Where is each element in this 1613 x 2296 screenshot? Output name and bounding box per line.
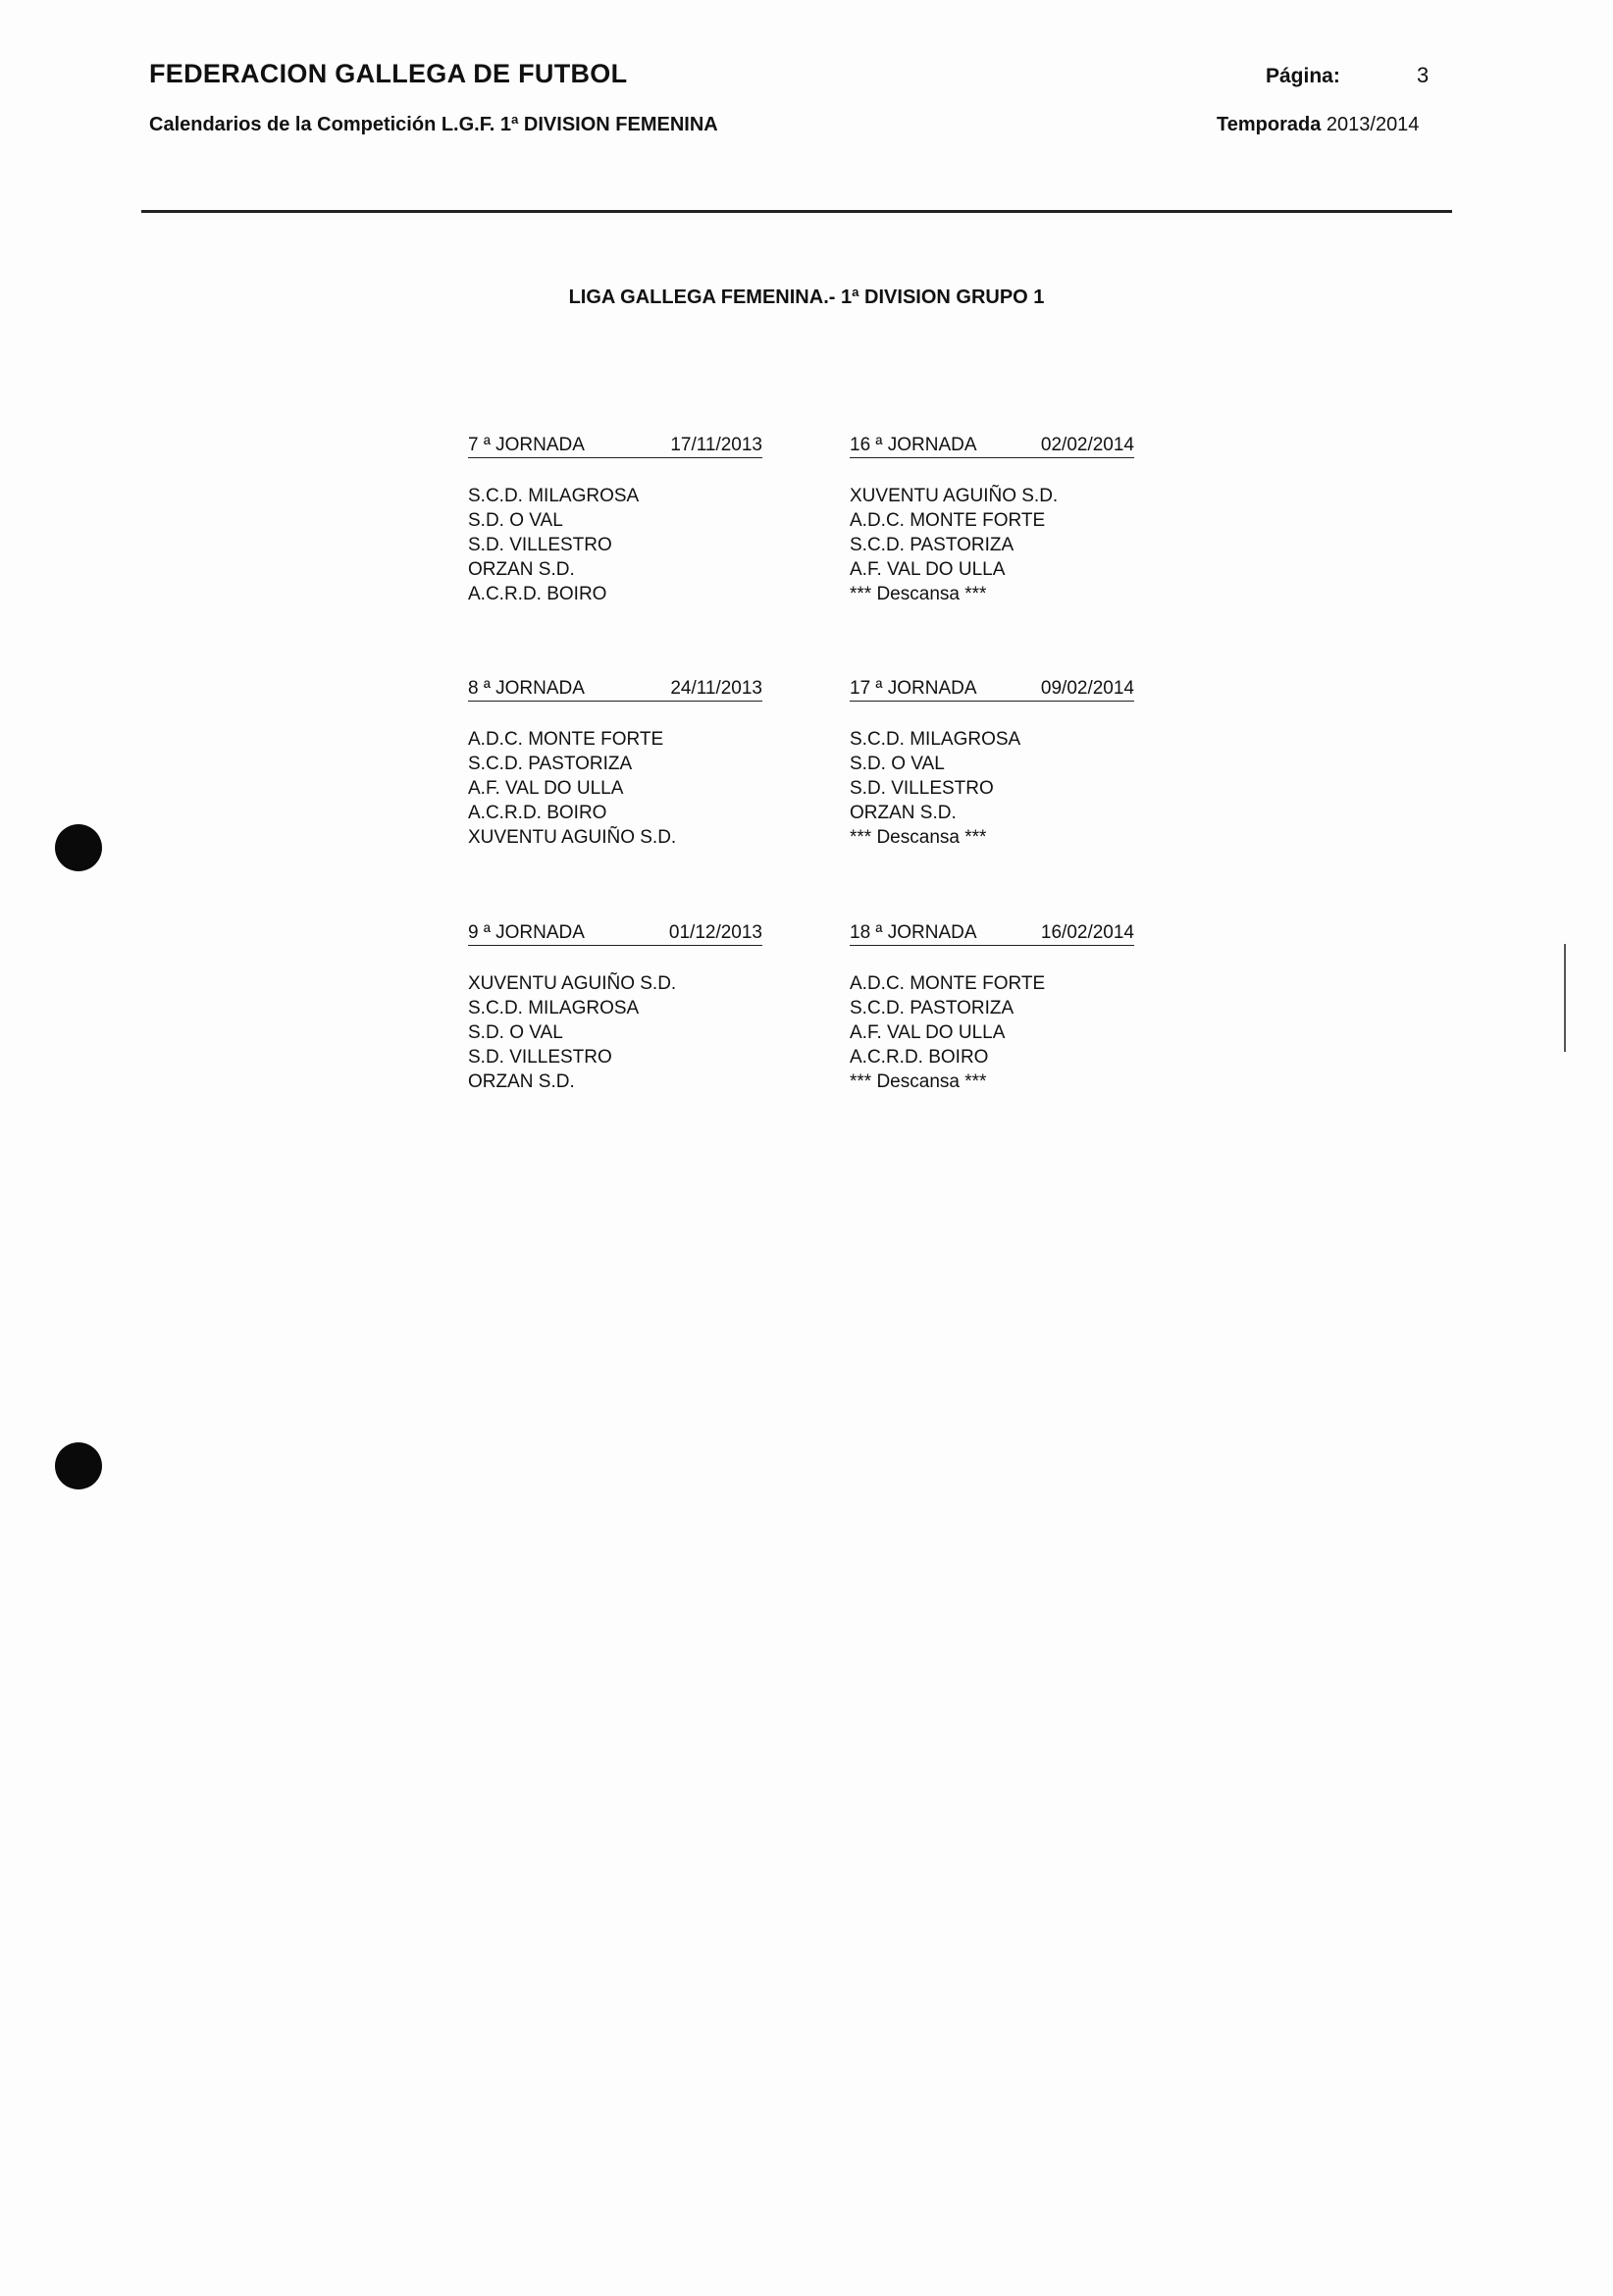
team-entry: *** Descansa *** xyxy=(850,584,987,604)
team-entry: S.D. O VAL xyxy=(468,1022,563,1043)
punch-hole xyxy=(55,1442,102,1489)
jornada-block xyxy=(850,435,1134,606)
jornada-date: 16/02/2014 xyxy=(1040,922,1134,943)
jornada-block xyxy=(468,922,762,1094)
document-subtitle: Calendarios de la Competición L.G.F. 1ª DIVISION FEMENINA xyxy=(149,114,718,135)
punch-hole xyxy=(55,824,102,871)
jornada-date: 24/11/2013 xyxy=(670,678,762,699)
team-entry: A.D.C. MONTE FORTE xyxy=(850,510,1046,531)
jornada-label: 9 ª JORNADA xyxy=(468,922,585,943)
team-entry: S.C.D. PASTORIZA xyxy=(468,754,633,774)
team-entry: S.D. O VAL xyxy=(468,510,563,531)
jornada-block xyxy=(468,435,762,606)
jornada-header xyxy=(468,435,762,458)
team-entry: XUVENTU AGUIÑO S.D. xyxy=(468,827,677,848)
header-rule xyxy=(141,210,1452,213)
organization-name: FEDERACION GALLEGA DE FUTBOL xyxy=(149,59,628,88)
team-entry: *** Descansa *** xyxy=(850,827,987,848)
team-entry: ORZAN S.D. xyxy=(468,559,575,580)
team-entry: S.D. VILLESTRO xyxy=(850,778,994,799)
team-entry: S.C.D. MILAGROSA xyxy=(468,486,640,506)
team-entry: A.D.C. MONTE FORTE xyxy=(468,729,664,750)
jornada-label: 8 ª JORNADA xyxy=(468,678,585,699)
team-entry: A.F. VAL DO ULLA xyxy=(468,778,624,799)
team-entry: A.C.R.D. BOIRO xyxy=(468,803,607,823)
season-value: 2013/2014 xyxy=(1326,114,1420,135)
season xyxy=(1217,114,1419,136)
team-entry: A.F. VAL DO ULLA xyxy=(850,559,1006,580)
jornada-header xyxy=(850,435,1134,458)
jornada-block xyxy=(850,922,1134,1094)
jornada-header xyxy=(468,922,762,946)
team-entry: S.C.D. PASTORIZA xyxy=(850,535,1015,555)
team-entry: A.C.R.D. BOIRO xyxy=(850,1047,989,1068)
team-entry: S.D. VILLESTRO xyxy=(468,535,612,555)
team-entry: A.F. VAL DO ULLA xyxy=(850,1022,1006,1043)
team-entry: ORZAN S.D. xyxy=(850,803,957,823)
page-number: 3 xyxy=(1417,63,1430,87)
jornada-label: 17 ª JORNADA xyxy=(850,678,977,699)
jornada-header xyxy=(850,922,1134,946)
jornada-block xyxy=(468,678,762,850)
jornada-date: 02/02/2014 xyxy=(1040,435,1134,455)
team-entry: XUVENTU AGUIÑO S.D. xyxy=(850,486,1059,506)
jornada-date: 01/12/2013 xyxy=(668,922,762,943)
team-entry: XUVENTU AGUIÑO S.D. xyxy=(468,973,677,994)
team-entry: S.D. VILLESTRO xyxy=(468,1047,612,1068)
jornada-label: 18 ª JORNADA xyxy=(850,922,977,943)
jornada-block xyxy=(850,678,1134,850)
page-label: Página: xyxy=(1266,65,1340,87)
jornada-label: 16 ª JORNADA xyxy=(850,435,977,455)
team-entry: S.D. O VAL xyxy=(850,754,945,774)
team-entry: S.C.D. MILAGROSA xyxy=(850,729,1021,750)
team-entry: ORZAN S.D. xyxy=(468,1071,575,1092)
jornada-date: 17/11/2013 xyxy=(670,435,762,455)
jornada-header xyxy=(468,678,762,702)
team-entry: *** Descansa *** xyxy=(850,1071,987,1092)
team-entry: S.C.D. PASTORIZA xyxy=(850,998,1015,1018)
jornada-label: 7 ª JORNADA xyxy=(468,435,585,455)
team-entry: A.C.R.D. BOIRO xyxy=(468,584,607,604)
jornada-header xyxy=(850,678,1134,702)
team-entry: A.D.C. MONTE FORTE xyxy=(850,973,1046,994)
season-label: Temporada xyxy=(1217,114,1322,135)
league-title: LIGA GALLEGA FEMENINA.- 1ª DIVISION GRUPO 1 xyxy=(568,287,1045,308)
team-entry: S.C.D. MILAGROSA xyxy=(468,998,640,1018)
scan-line xyxy=(1564,944,1566,1052)
jornada-date: 09/02/2014 xyxy=(1040,678,1134,699)
